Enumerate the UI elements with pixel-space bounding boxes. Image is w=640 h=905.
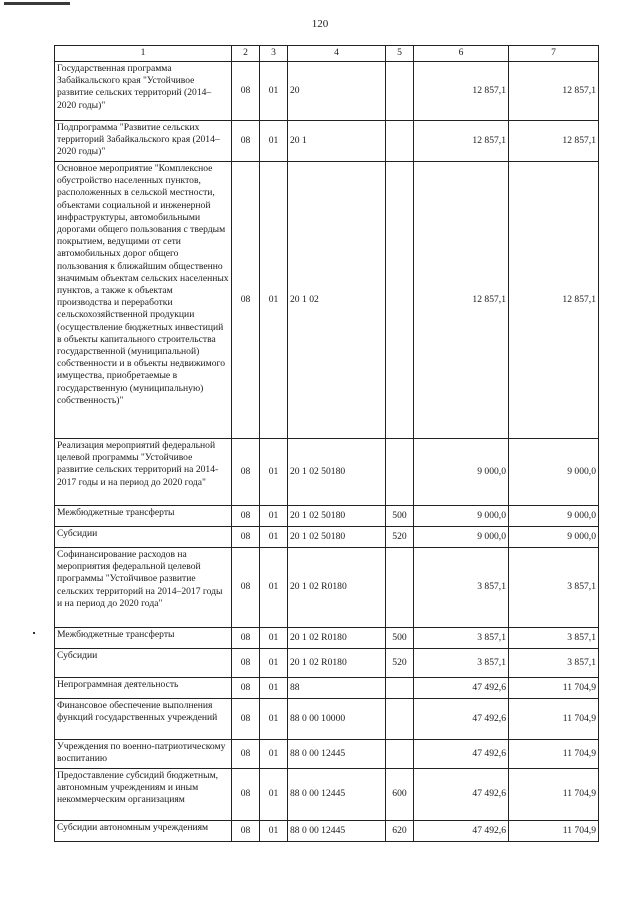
row-vr-cell: 600 bbox=[386, 769, 414, 821]
row-vr-cell bbox=[386, 548, 414, 628]
row-sum1-cell: 12 857,1 bbox=[414, 162, 509, 439]
header-cell-sum1: 6 bbox=[414, 46, 509, 62]
row-rz-cell: 08 bbox=[232, 548, 260, 628]
row-sum2-cell: 11 704,9 bbox=[509, 821, 599, 842]
table-row bbox=[55, 439, 599, 506]
table-row bbox=[55, 699, 599, 740]
header-cell-name: 1 bbox=[55, 46, 232, 62]
table-row bbox=[55, 821, 599, 842]
row-rz-cell: 08 bbox=[232, 821, 260, 842]
row-vr-cell: 520 bbox=[386, 649, 414, 678]
row-name-cell: Государственная программа Забайкальского края "Устойчивое развитие сельских территорий (2014–2020 годы)" bbox=[55, 62, 232, 121]
row-vr-cell bbox=[386, 678, 414, 699]
row-rz-cell: 08 bbox=[232, 439, 260, 506]
row-rz-cell: 08 bbox=[232, 62, 260, 121]
table-header-row bbox=[55, 46, 599, 62]
row-vr-cell: 620 bbox=[386, 821, 414, 842]
row-sum1-cell: 47 492,6 bbox=[414, 678, 509, 699]
row-name-cell: Финансовое обеспечение выполнения функций государственных учреждений bbox=[55, 699, 232, 740]
row-sum2-cell: 12 857,1 bbox=[509, 121, 599, 162]
header-cell-pr: 3 bbox=[260, 46, 288, 62]
row-csr-cell: 20 1 02 bbox=[288, 162, 386, 439]
row-sum1-cell: 9 000,0 bbox=[414, 439, 509, 506]
row-name-cell: Межбюджетные трансферты bbox=[55, 506, 232, 527]
row-rz-cell: 08 bbox=[232, 699, 260, 740]
row-csr-cell: 20 1 02 R0180 bbox=[288, 548, 386, 628]
table-row bbox=[55, 506, 599, 527]
row-name-cell: Софинансирование расходов на мероприятия федеральной целевой программы "Устойчивое развитие сельских территорий на 2014–2017 годы и на период до 2020 года" bbox=[55, 548, 232, 628]
row-rz-cell: 08 bbox=[232, 162, 260, 439]
margin-dot bbox=[33, 632, 35, 634]
row-vr-cell: 500 bbox=[386, 628, 414, 649]
header-cell-rz: 2 bbox=[232, 46, 260, 62]
row-vr-cell: 520 bbox=[386, 527, 414, 548]
row-csr-cell: 20 1 02 50180 bbox=[288, 506, 386, 527]
row-pr-cell: 01 bbox=[260, 678, 288, 699]
row-name-cell: Субсидии bbox=[55, 527, 232, 548]
table-row bbox=[55, 162, 599, 439]
row-pr-cell: 01 bbox=[260, 740, 288, 769]
header-cell-vr: 5 bbox=[386, 46, 414, 62]
budget-table bbox=[54, 45, 599, 842]
row-pr-cell: 01 bbox=[260, 649, 288, 678]
row-pr-cell: 01 bbox=[260, 121, 288, 162]
row-sum2-cell: 9 000,0 bbox=[509, 506, 599, 527]
scan-edge-mark bbox=[4, 2, 70, 5]
row-sum1-cell: 12 857,1 bbox=[414, 121, 509, 162]
row-csr-cell: 20 1 02 R0180 bbox=[288, 649, 386, 678]
row-sum2-cell: 11 704,9 bbox=[509, 699, 599, 740]
row-sum1-cell: 9 000,0 bbox=[414, 527, 509, 548]
row-name-cell: Непрограммная деятельность bbox=[55, 678, 232, 699]
row-csr-cell: 88 0 00 12445 bbox=[288, 821, 386, 842]
row-csr-cell: 88 0 00 12445 bbox=[288, 740, 386, 769]
row-csr-cell: 88 bbox=[288, 678, 386, 699]
row-name-cell: Субсидии автономным учреждениям bbox=[55, 821, 232, 842]
row-rz-cell: 08 bbox=[232, 649, 260, 678]
row-name-cell: Подпрограмма "Развитие сельских территорий Забайкальского края (2014–2020 годы)" bbox=[55, 121, 232, 162]
row-vr-cell bbox=[386, 439, 414, 506]
row-pr-cell: 01 bbox=[260, 699, 288, 740]
table-row bbox=[55, 527, 599, 548]
table-row bbox=[55, 769, 599, 821]
table-row bbox=[55, 121, 599, 162]
row-name-cell: Предоставление субсидий бюджетным, автономным учреждениям и иным некоммерческим организациям bbox=[55, 769, 232, 821]
table-row bbox=[55, 649, 599, 678]
row-vr-cell bbox=[386, 740, 414, 769]
row-csr-cell: 88 0 00 10000 bbox=[288, 699, 386, 740]
row-sum1-cell: 3 857,1 bbox=[414, 649, 509, 678]
row-csr-cell: 20 1 bbox=[288, 121, 386, 162]
row-pr-cell: 01 bbox=[260, 162, 288, 439]
row-pr-cell: 01 bbox=[260, 439, 288, 506]
row-pr-cell: 01 bbox=[260, 821, 288, 842]
row-vr-cell bbox=[386, 699, 414, 740]
row-csr-cell: 20 1 02 50180 bbox=[288, 439, 386, 506]
row-sum1-cell: 3 857,1 bbox=[414, 548, 509, 628]
header-cell-csr: 4 bbox=[288, 46, 386, 62]
header-cell-sum2: 7 bbox=[509, 46, 599, 62]
row-vr-cell bbox=[386, 62, 414, 121]
row-pr-cell: 01 bbox=[260, 527, 288, 548]
row-sum1-cell: 47 492,6 bbox=[414, 769, 509, 821]
table-row bbox=[55, 548, 599, 628]
row-csr-cell: 20 1 02 50180 bbox=[288, 527, 386, 548]
row-rz-cell: 08 bbox=[232, 527, 260, 548]
row-name-cell: Основное мероприятие "Комплексное обустройство населенных пунктов, расположенных в сельской местности, объектами социальной и инженерной инфраструктуры, автомобильными дорогами общего пользования с твердым покрытием, ведущими от сети автомобильных дорог общего пользования к ближайшим общественно значимым объектам сельских населенных пунктов, а также к объектам производства и переработки сельскохозяйственной продукции (осуществление бюджетных инвестиций в объекты капитального строительства государственной (муниципальной) собственности и в объекты недвижимого имущества, приобретаемые в государственную (муниципальную) собственность)" bbox=[55, 162, 232, 439]
row-sum1-cell: 9 000,0 bbox=[414, 506, 509, 527]
row-csr-cell: 20 bbox=[288, 62, 386, 121]
row-name-cell: Субсидии bbox=[55, 649, 232, 678]
row-sum1-cell: 47 492,6 bbox=[414, 821, 509, 842]
row-sum2-cell: 3 857,1 bbox=[509, 649, 599, 678]
row-sum2-cell: 9 000,0 bbox=[509, 527, 599, 548]
row-vr-cell bbox=[386, 121, 414, 162]
row-sum2-cell: 12 857,1 bbox=[509, 162, 599, 439]
page-number: 120 bbox=[311, 18, 329, 30]
row-vr-cell: 500 bbox=[386, 506, 414, 527]
row-rz-cell: 08 bbox=[232, 678, 260, 699]
row-rz-cell: 08 bbox=[232, 121, 260, 162]
table-row bbox=[55, 62, 599, 121]
row-rz-cell: 08 bbox=[232, 628, 260, 649]
row-sum2-cell: 3 857,1 bbox=[509, 548, 599, 628]
row-name-cell: Реализация мероприятий федеральной целевой программы "Устойчивое развитие сельских территорий на 2014-2017 годы и на период до 2020 года" bbox=[55, 439, 232, 506]
row-pr-cell: 01 bbox=[260, 506, 288, 527]
table-row bbox=[55, 678, 599, 699]
row-rz-cell: 08 bbox=[232, 506, 260, 527]
row-csr-cell: 88 0 00 12445 bbox=[288, 769, 386, 821]
row-pr-cell: 01 bbox=[260, 628, 288, 649]
row-vr-cell bbox=[386, 162, 414, 439]
row-csr-cell: 20 1 02 R0180 bbox=[288, 628, 386, 649]
row-sum2-cell: 11 704,9 bbox=[509, 740, 599, 769]
row-name-cell: Учреждения по военно-патриотическому воспитанию bbox=[55, 740, 232, 769]
row-pr-cell: 01 bbox=[260, 62, 288, 121]
row-sum2-cell: 12 857,1 bbox=[509, 62, 599, 121]
row-rz-cell: 08 bbox=[232, 769, 260, 821]
table-row bbox=[55, 740, 599, 769]
row-rz-cell: 08 bbox=[232, 740, 260, 769]
row-sum1-cell: 3 857,1 bbox=[414, 628, 509, 649]
row-sum1-cell: 47 492,6 bbox=[414, 699, 509, 740]
row-sum1-cell: 47 492,6 bbox=[414, 740, 509, 769]
row-sum1-cell: 12 857,1 bbox=[414, 62, 509, 121]
row-pr-cell: 01 bbox=[260, 548, 288, 628]
row-sum2-cell: 11 704,9 bbox=[509, 678, 599, 699]
row-name-cell: Межбюджетные трансферты bbox=[55, 628, 232, 649]
row-sum2-cell: 9 000,0 bbox=[509, 439, 599, 506]
row-pr-cell: 01 bbox=[260, 769, 288, 821]
row-sum2-cell: 11 704,9 bbox=[509, 769, 599, 821]
row-sum2-cell: 3 857,1 bbox=[509, 628, 599, 649]
table-row bbox=[55, 628, 599, 649]
